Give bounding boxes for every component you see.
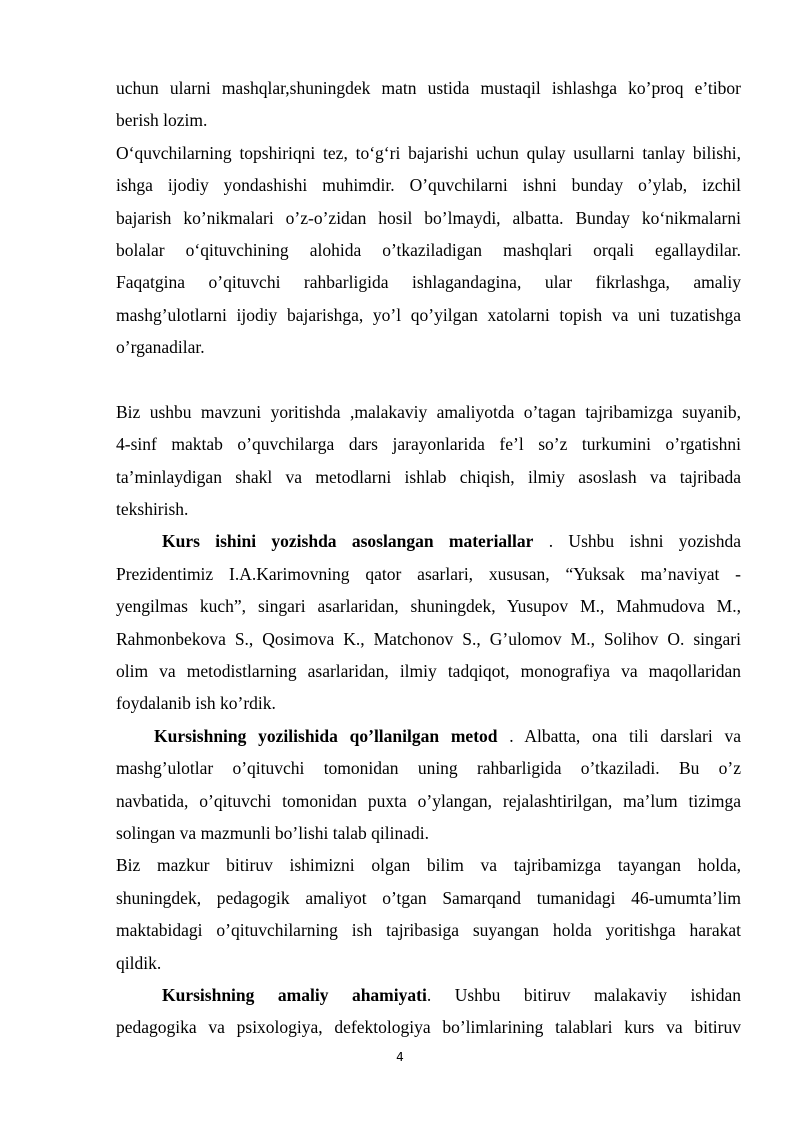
text-line: bolalar o‘qituvchining alohida o’tkaziladigan mashqlari orqali egallaydilar. <box>116 239 741 260</box>
text-line: uchun ularni mashqlar,shuningdek matn ustida mustaqil ishlashga ko’proq e’tibor <box>116 78 741 98</box>
text-line: o’rganadilar. <box>116 337 205 358</box>
document-page <box>116 72 741 1044</box>
text-line: pedagogika va psixologiya, defektologiya bo’limlarining talablari kurs va bitiruv <box>116 1017 741 1038</box>
text-line: foydalanib ish ko’rdik. <box>116 693 276 714</box>
text-line: ishga ijodiy yondashishi muhimdir. O’quvchilarni ishni bunday o’ylab, izchil <box>116 175 741 196</box>
section-heading: Kursishning yozilishida qo’llanilgan metod <box>154 725 498 746</box>
section-lead-line <box>116 979 741 1011</box>
section-lead-line <box>116 720 741 752</box>
text-line: tekshirish. <box>116 499 189 520</box>
page-number: 4 <box>396 1050 404 1064</box>
text-line: O‘quvchilarning topshiriqni tez, to‘g‘ri bajarishi uchun qulay usullarni tanlay bilishi, <box>116 142 741 163</box>
text-line: mashg’ulotlarni ijodiy bajarishga, yo’l qo’yilgan xatolarni topish va uni tuzatishga <box>116 304 741 325</box>
text-line: berish lozim. <box>116 110 208 131</box>
text-line: Biz mazkur bitiruv ishimizni olgan bilim va tajribamizga tayangan holda, <box>116 855 741 876</box>
text-line: maktabidagi o’qituvchilarning ish tajribasiga suyangan holda yoritishga harakat <box>116 920 741 941</box>
text-line: shuningdek, pedagogik amaliyot o’tgan Samarqand tumanidagi 46-umumta’lim <box>116 887 741 908</box>
section-lead-text: . Ushbu ishni yozishda <box>548 531 741 552</box>
section-lead-text: . Ushbu bitiruv malakaviy ishidan <box>426 984 741 1005</box>
text-line: Faqatgina o’qituvchi rahbarligida ishlagandagina, ular fikrlashga, amaliy <box>116 272 741 293</box>
text-line: olim va metodistlarning asarlaridan, ilmiy tadqiqot, monografiya va maqollaridan <box>116 661 741 682</box>
text-line: mashg’ulotlar o’qituvchi tomonidan uning rahbarligida o’tkaziladi. Bu o’z <box>116 758 741 779</box>
text-line: qildik. <box>116 952 162 973</box>
paragraph-gap <box>116 364 741 396</box>
text-line: Rahmonbekova S., Qosimova K., Matchonov S., G’ulomov M., Solihov O. singari <box>116 628 741 649</box>
text-line: Prezidentimiz I.A.Karimovning qator asarlari, xususan, “Yuksak ma’naviyat - <box>116 563 741 584</box>
section-lead-line <box>116 525 741 557</box>
section-lead-text: . Albatta, ona tili darslari va <box>509 725 741 746</box>
text-line: ta’minlaydigan shakl va metodlarni ishlab chiqish, ilmiy asoslash va tajribada <box>116 466 741 487</box>
section-heading: Kurs ishini yozishda asoslangan materiallar <box>162 531 534 552</box>
text-line: Biz ushbu mavzuni yoritishda ,malakaviy amaliyotda o’tagan tajribamizga suyanib, <box>116 401 741 422</box>
text-line: yengilmas kuch”, singari asarlaridan, shuningdek, Yusupov M., Mahmudova M., <box>116 596 741 617</box>
text-line: navbatida, o’qituvchi tomonidan puxta o’ylangan, rejalashtirilgan, ma’lum tizimga <box>116 790 741 811</box>
text-line: solingan va mazmunli bo’lishi talab qilinadi. <box>116 822 430 843</box>
section-heading: Kursishning amaliy ahamiyati <box>162 984 427 1005</box>
text-line: 4-sinf maktab o’quvchilarga dars jarayonlarida fe’l so’z turkumini o’rgatishni <box>116 434 741 455</box>
text-line: bajarish ko’nikmalari o’z-o’zidan hosil bo’lmaydi, albatta. Bunday ko‘nikmalarni <box>116 207 741 228</box>
